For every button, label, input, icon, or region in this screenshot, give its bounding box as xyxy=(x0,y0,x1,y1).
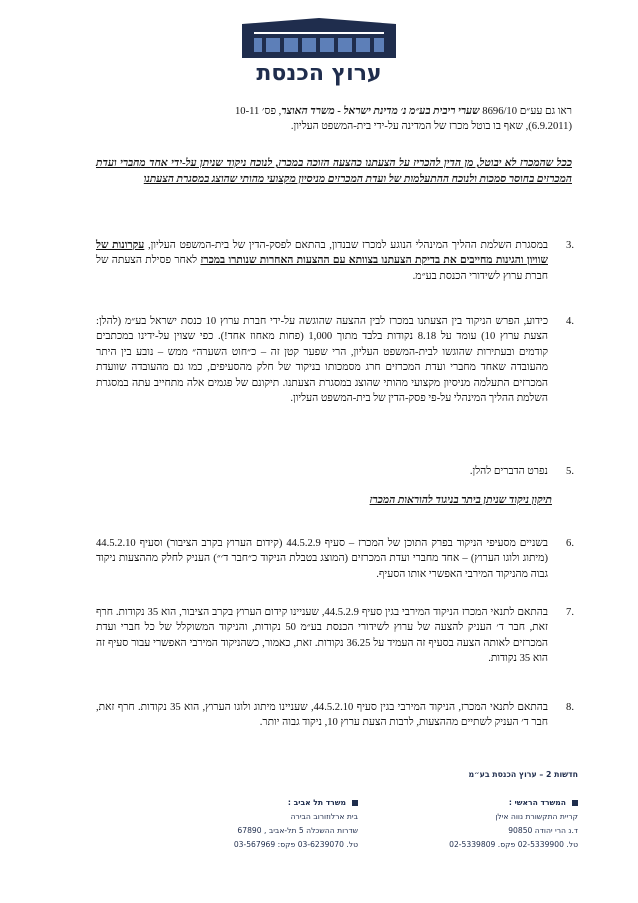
paragraph-number: 6. xyxy=(566,538,574,549)
intro-citation xyxy=(96,104,572,135)
footer-head-office xyxy=(388,796,578,852)
paragraph-7: בהתאם לתנאי המכרז הניקוד המירבי בגין סעיף 44.5.2.9, שעניינו קידום הערוץ בקרב הציבור, הוא 35 נקודות. חרף זאת, חבר ד׳ העניק להצעה של ערוץ לשידורי הכנסת בע״מ 50 נקודות, והניקוד המשוקלל של כל חברי ועדת המכרזים לאותה הצעה בסעיף זה העמיד על 36.25 נקודות. זאת, כאמור, כשהניקוד המירבי האפשרי עבור סעיף זה הוא 35 נקודות. xyxy=(96,607,549,665)
paragraph-5: נפרט הדברים להלן. xyxy=(469,466,548,477)
section-subheading: תיקון ניקוד שניתן ביתר בניגוד להוראות המכרז xyxy=(369,495,552,506)
knesset-channel-logo xyxy=(218,18,420,84)
bullet-square-icon xyxy=(352,800,358,806)
paragraph-number: 8. xyxy=(566,702,574,713)
head-office-label xyxy=(388,796,578,810)
paragraph-8: בהתאם לתנאי המכרז, הניקוד המירבי בגין סעיף 44.5.2.10, שעניינו מיתוג ולוגו הערוץ, הוא 35 נקודות. חרף זאת, חבר ד׳ העניק לשתיים מההצעות, לרבות הצעת ערוץ 10, ניקוד גבוה יותר. xyxy=(96,702,548,729)
footer-tlv-office xyxy=(168,796,358,852)
tlv-office-line: בית ארלוזורוב הבירה xyxy=(290,812,358,821)
head-office-phone: טל. 02-5339900 פקס. 02-5339809 xyxy=(449,840,578,849)
head-office-line: קריית התקשורת נווה אילן xyxy=(495,812,578,821)
tlv-office-line: שדרות ההשכלה 5 תל-אביב , 67890 xyxy=(237,826,358,835)
citation-paragraphs: , פס׳ 10-11 xyxy=(235,106,282,117)
paragraph-number: 4. xyxy=(566,316,574,327)
logo-graphic-icon xyxy=(218,18,420,62)
bullet-square-icon xyxy=(572,800,578,806)
paragraph-6: בשניים מסעיפי הניקוד בפרק התוכן של המכרז – סעיף 44.5.2.9 (קידום הערוץ בקרב הציבור) וסעיף 44.5.2.10 (מיתוג ולוגו הערוץ) – אחד מחברי ועדת המכרזים (המוצג בטבלת הניקוד כ״חבר ד׳״) העניק לחלק מההצעות ניקוד גבוה מהניקוד המירבי האפשרי אותו הסעיף. xyxy=(96,538,548,580)
paragraph-number: 5. xyxy=(566,466,574,477)
paragraph-4: כידוע, הפרש הניקוד בין הצעתנו במכרז לבין ההצעה שהוגשה על-ידי חברת ערוץ 10 כנסת ישראל בע״מ (להלן: הצעת ערוץ 10) עומד על 8.18 נקודות בלבד מתוך 1,000 (פחות מאחוז אחד!). כפי שצוין על-ידינו במכתבים קודמים ובעתירות שהוגשו לבית-המשפט העליון, הרי שפער קטן זה – כ״חוט השערה״ ממש – נובע בין היתר מהעובדה שאחד מחברי ועדת המכרזים חרג מסמכותו בניקוד של חלק מהסעיפים, כמו גם מהעובדה שוועדת המכרזים התעלמה מניסיון מקצועי מהותי שהוצג במסגרת הצעתנו. תיקונם של פגמים אלה מתחייב עתה במסגרת השלמת ההליך המינהלי על-פי פסק-הדין של בית-המשפט העליון. xyxy=(96,316,548,405)
tlv-office-phone: טל. 03-6239070 פקס: 03-567969 xyxy=(233,840,358,849)
citation-case-title: שערי ריבית בע״מ נ׳ מדינת ישראל - משרד האוצר xyxy=(281,106,480,117)
tlv-office-label-text: משרד תל אביב : xyxy=(287,798,346,807)
footer-company-name: חדשות 2 – ערוץ הכנסת בע״מ xyxy=(468,770,578,779)
paragraph-emphasis: עקרונות של שוויון והגינות מחייבים את בדיקת הצעתנו בצוותא עם ההצעות האחרות שנותרו במכרז xyxy=(96,240,548,267)
citation-case-number: 8696/10 xyxy=(482,106,518,117)
paragraph-text: במסגרת השלמת ההליך המינהלי הנוגע למכרז שבנדון, בהתאם לפסק-הדין של בית-המשפט העליון, xyxy=(144,240,548,251)
head-office-line: ד.נ הרי יהודה 90850 xyxy=(508,826,578,835)
paragraph-3 xyxy=(96,238,548,284)
head-office-label-text: המשרד הראשי : xyxy=(508,798,566,807)
paragraph-text: לאחר פסילת הצעתה של חברת ערוץ לשידורי הכנסת בע״מ. xyxy=(96,255,548,282)
citation-prefix: ראו גם עע״ם xyxy=(519,106,572,117)
tlv-office-label xyxy=(168,796,358,810)
main-heading: ככל שהמכרז לא יבוטל, מן הדין להכריז על הצעתנו כהצעה הזוכה במכרז, לנוכח ניקוד שניתן על-ידי אחד מחברי ועדת המכרזים בחוסר סמכות ולנוכח ההתעלמות של ועדת המכרזים מניסיון מקצועי מהותי שהוצג במסגרת הצעתנו xyxy=(96,158,572,185)
paragraph-number: 7. xyxy=(566,607,574,618)
paragraph-number: 3. xyxy=(566,240,574,251)
citation-second-line: (6.9.2011), שאף בו בוטל מכרז של המדינה על-ידי בית-המשפט העליון. xyxy=(290,121,572,133)
logo-wordmark: ערוץ הכנסת xyxy=(256,61,382,86)
